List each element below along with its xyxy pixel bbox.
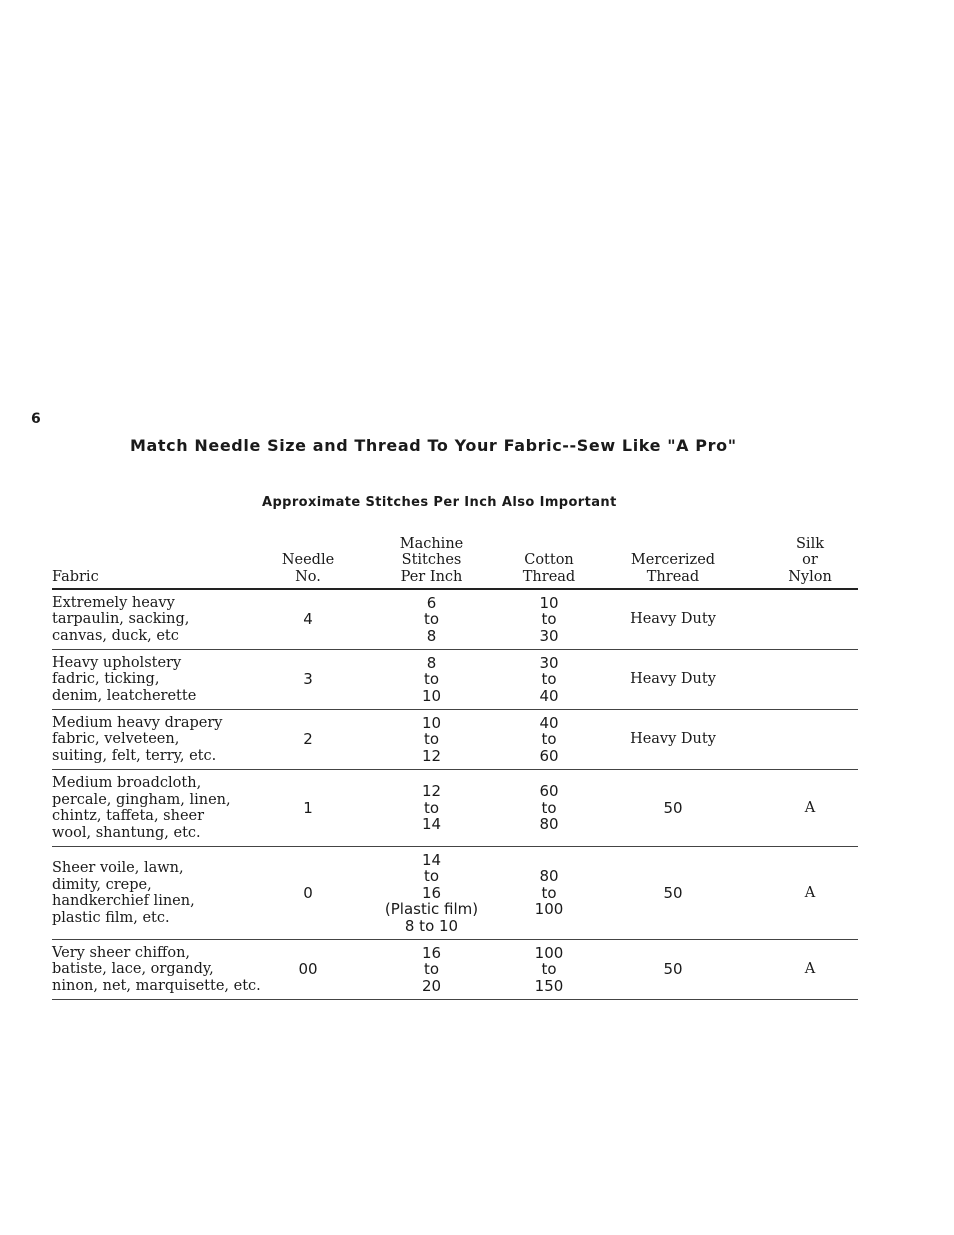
needle-cell: 00 bbox=[298, 960, 318, 979]
mercerized-cell: Heavy Duty bbox=[630, 671, 716, 688]
needle-cell: 0 bbox=[303, 883, 313, 902]
cotton-cell: 60 to 80 bbox=[539, 782, 559, 834]
table-row bbox=[52, 650, 858, 710]
header-mercerized: Mercerized Thread bbox=[630, 552, 716, 585]
cotton-cell: 10 to 30 bbox=[539, 593, 559, 645]
needle-thread-table bbox=[52, 535, 858, 1000]
header-cotton: Cotton Thread bbox=[522, 552, 576, 585]
fabric-cell: Sheer voile, lawn, dimity, crepe, handkerchief linen, plastic film, etc. bbox=[52, 860, 195, 926]
stitches-cell: 10 to 12 bbox=[421, 713, 442, 765]
cotton-cell: 80 to 100 bbox=[534, 867, 564, 919]
silk-cell: A bbox=[804, 884, 816, 901]
fabric-cell: Heavy upholstery fadric, ticking, denim, leatcherette bbox=[52, 654, 197, 704]
page-number: 6 bbox=[31, 411, 41, 427]
needle-cell: 3 bbox=[303, 670, 313, 689]
fabric-cell: Medium broadcloth, percale, gingham, linen, chintz, taffeta, sheer wool, shantung, etc. bbox=[52, 775, 231, 841]
cotton-cell: 100 to 150 bbox=[534, 943, 564, 995]
header-fabric: Fabric bbox=[52, 568, 99, 585]
mercerized-cell: 50 bbox=[663, 883, 683, 902]
stitches-cell: 6 to 8 bbox=[423, 593, 440, 645]
stitches-cell: 16 to 20 bbox=[421, 943, 442, 995]
page-subtitle: Approximate Stitches Per Inch Also Important bbox=[262, 495, 617, 510]
needle-cell: 4 bbox=[303, 610, 313, 629]
table-row bbox=[52, 710, 858, 770]
page-title: Match Needle Size and Thread To Your Fabric--Sew Like "A Pro" bbox=[130, 436, 737, 455]
header-stitches: Machine Stitches Per Inch bbox=[399, 535, 464, 585]
header-needle: Needle No. bbox=[281, 552, 335, 585]
stitches-cell: 12 to 14 bbox=[421, 782, 442, 834]
mercerized-cell: 50 bbox=[663, 798, 683, 817]
silk-cell: A bbox=[804, 961, 816, 978]
table-row bbox=[52, 940, 858, 1000]
fabric-cell: Medium heavy drapery fabric, velveteen, suiting, felt, terry, etc. bbox=[52, 714, 223, 764]
table-row bbox=[52, 590, 858, 650]
table-row bbox=[52, 847, 858, 940]
cotton-cell: 40 to 60 bbox=[539, 713, 559, 765]
needle-cell: 1 bbox=[303, 798, 313, 817]
header-silk: Silk or Nylon bbox=[788, 535, 832, 585]
needle-cell: 2 bbox=[303, 730, 313, 749]
mercerized-cell: 50 bbox=[663, 960, 683, 979]
stitches-cell: 14 to 16 (Plastic film) 8 to 10 bbox=[384, 850, 479, 935]
fabric-cell: Very sheer chiffon, batiste, lace, organdy, ninon, net, marquisette, etc. bbox=[52, 944, 261, 994]
mercerized-cell: Heavy Duty bbox=[630, 611, 716, 628]
fabric-cell: Extremely heavy tarpaulin, sacking, canvas, duck, etc bbox=[52, 594, 190, 644]
silk-cell: A bbox=[804, 799, 816, 816]
mercerized-cell: Heavy Duty bbox=[630, 731, 716, 748]
table-row bbox=[52, 770, 858, 847]
cotton-cell: 30 to 40 bbox=[539, 653, 559, 705]
table-header-row bbox=[52, 535, 858, 590]
stitches-cell: 8 to 10 bbox=[421, 653, 442, 705]
